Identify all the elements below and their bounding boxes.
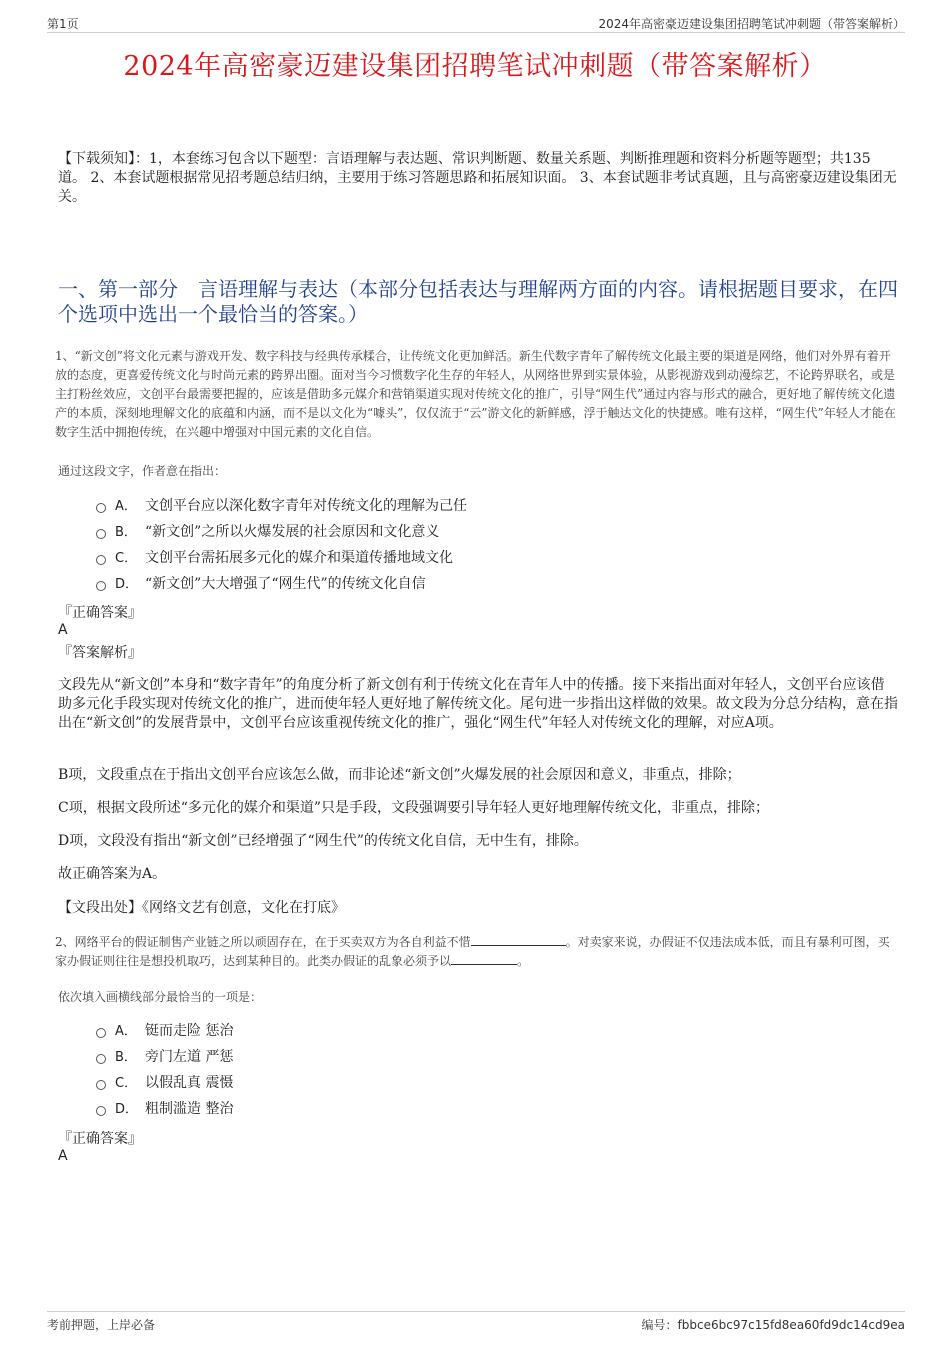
option-text: 文创平台需拓展多元化的媒介和渠道传播地域文化 (145, 550, 453, 566)
radio-icon[interactable] (96, 1106, 106, 1116)
radio-icon[interactable] (96, 1054, 106, 1064)
code-value: fbbce6bc97c15fd8ea60fd9dc14cd9ea (677, 1318, 905, 1332)
option-text: 粗制滥造 整治 (145, 1101, 234, 1117)
section-heading: 一、第一部分 言语理解与表达（本部分包括表达与理解两方面的内容。请根据题目要求，在四个选项中选出一个最恰当的答案。） (58, 277, 898, 326)
option-letter: D． (115, 577, 139, 592)
fill-blank-1 (471, 933, 566, 946)
question-2-text (55, 933, 900, 971)
answer-label: 『正确答案』 (58, 1131, 142, 1147)
radio-icon[interactable] (96, 1028, 106, 1038)
answer-value: A (58, 622, 68, 638)
page-header (47, 12, 905, 33)
option-b[interactable] (96, 519, 467, 545)
analysis-conclusion: 故正确答案为A。 (58, 866, 167, 882)
answer-label: 『正确答案』 (58, 605, 142, 621)
question-2-prompt: 依次填入画横线部分最恰当的一项是： (58, 990, 263, 1004)
document-title: 2024年高密豪迈建设集团招聘笔试冲刺题（带答案解析） (123, 51, 827, 82)
question-2-options (96, 1018, 233, 1122)
option-letter: A． (115, 499, 137, 514)
option-text: 铤而走险 惩治 (145, 1023, 234, 1039)
option-letter: B． (115, 1050, 137, 1065)
analysis-paragraph: B项，文段重点在于指出文创平台应该怎么做，而非论述“新文创”火爆发展的社会原因和意义，非重点，排除； (58, 767, 741, 783)
radio-icon[interactable] (96, 1080, 106, 1090)
analysis-paragraph: C项，根据文段所述“多元化的媒介和渠道”只是手段，文段强调要引导年轻人更好地理解传统文化，非重点，排除； (58, 800, 770, 816)
option-text: 旁门左道 严惩 (145, 1049, 234, 1065)
download-notice: 【下载须知】：1，本套练习包含以下题型：言语理解与表达题、常识判断题、数量关系题、判断推理题和资料分析题等题型；共135道。 2、本套试题根据常见招考题总结归纳，主要用于练习答题思路和拓展知识面。 3、本套试题非考试真题，且与高密豪迈建设集团无关。 (58, 151, 897, 205)
analysis-label: 『答案解析』 (58, 645, 142, 661)
analysis-paragraph: D项，文段没有指出“新文创”已经增强了“网生代”的传统文化自信，无中生有，排除。 (58, 833, 588, 849)
footer-slogan: 考前押题，上岸必备 (47, 1318, 156, 1332)
option-a[interactable] (96, 493, 467, 519)
code-label: 编号： (641, 1318, 678, 1332)
header-doc-title: 2024年高密豪迈建设集团招聘笔试冲刺题（带答案解析） (598, 17, 905, 31)
document-code (642, 1316, 905, 1333)
page-footer (47, 1311, 905, 1332)
option-text: “新文创”之所以火爆发展的社会原因和文化意义 (145, 524, 440, 540)
question-2-text-part: 2、网络平台的假证制售产业链之所以顽固存在，在于买卖双方为各自利益不惜 (55, 935, 471, 949)
option-text: “新文创”大大增强了“网生代”的传统文化自信 (145, 576, 426, 592)
radio-icon[interactable] (96, 581, 106, 591)
fill-blank-2 (451, 952, 517, 965)
option-a[interactable] (96, 1018, 233, 1044)
option-d[interactable] (96, 571, 467, 597)
analysis-paragraph: 文段先从“新文创”本身和“数字青年”的角度分析了新文创有利于传统文化在青年人中的传播。接下来指出面对年轻人，文创平台应该借助多元化手段实现对传统文化的推广，进而使年轻人更好地了解传统文化。尾句进一步指出这样做的效果。故文段为分总分结构，意在指出在“新文创”的发展背景中，文创平台应该重视传统文化的推广，强化“网生代”年轻人对传统文化的理解，对应A项。 (58, 677, 898, 731)
question-1-prompt: 通过这段文字，作者意在指出： (58, 464, 227, 478)
question-1-options (96, 493, 467, 597)
radio-icon[interactable] (96, 503, 106, 513)
option-letter: C． (115, 551, 138, 566)
option-letter: A． (115, 1024, 137, 1039)
option-text: 以假乱真 震慑 (145, 1075, 234, 1091)
option-b[interactable] (96, 1044, 233, 1070)
option-text: 文创平台应以深化数字青年对传统文化的理解为己任 (145, 498, 467, 514)
radio-icon[interactable] (96, 555, 106, 565)
answer-value: A (58, 1148, 68, 1164)
question-2-text-part: 。 (517, 954, 530, 968)
option-letter: D． (115, 1102, 139, 1117)
passage-source: 【文段出处】《网络文艺有创意，文化在打底》 (58, 900, 345, 916)
page-number: 第1页 (47, 17, 79, 31)
option-letter: C． (115, 1076, 138, 1091)
question-1-text: 1、“新文创”将文化元素与游戏开发、数字科技与经典传承糅合，让传统文化更加鲜活。新生代数字青年了解传统文化最主要的渠道是网络，他们对外界有着开放的态度，更喜爱传统文化与时尚元素的跨界出圈。面对当今习惯数字化生存的年轻人，从网络世界到实景体验，从影视游戏到动漫综艺，不论跨界联名，或是主打粉丝效应，文创平台最需要把握的，应该是借助多元媒介和营销渠道实现对传统文化的推广，引导“网生代”通过内容与形式的融合，更好地了解传统文化遗产的本质，深刻地理解文化的底蕴和内涵，而不是以文化为“噱头”，仅仅流于“云”游文化的新鲜感，浮于触达文化的快捷感。唯有这样，“网生代”年轻人才能在数字生活中拥抱传统，在兴趣中增强对中国元素的文化自信。 (55, 349, 896, 439)
option-d[interactable] (96, 1096, 233, 1122)
option-letter: B． (115, 525, 137, 540)
option-c[interactable] (96, 1070, 233, 1096)
radio-icon[interactable] (96, 529, 106, 539)
option-c[interactable] (96, 545, 467, 571)
question-2-text-part: 。对卖家来说，办假证不仅违法成本低，而且有暴利可图，买家办假证则往往是想投机取巧，达到某种目的。此类办假证的乱象必须予以 (55, 935, 890, 968)
